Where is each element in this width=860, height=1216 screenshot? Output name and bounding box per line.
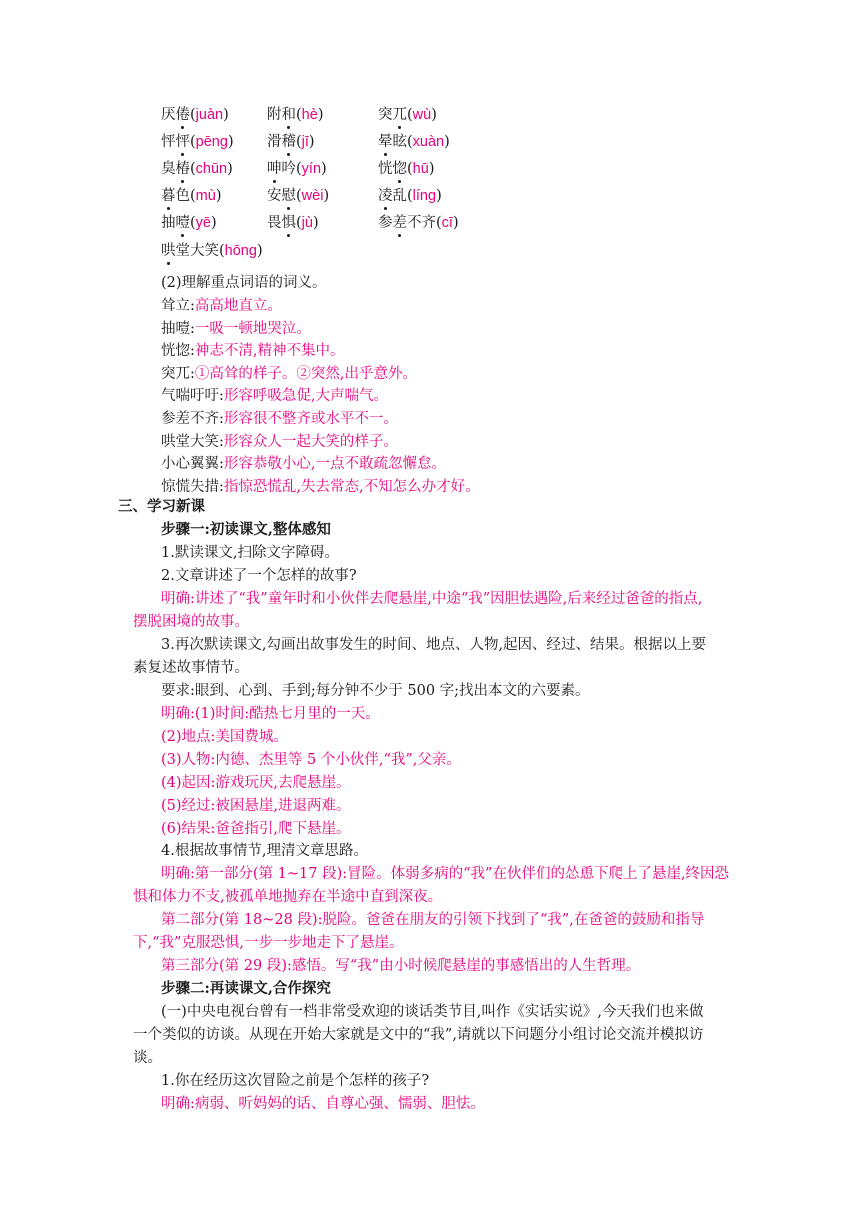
pinyin: yín bbox=[301, 161, 322, 177]
vocab-item: 凌乱(líng) bbox=[378, 185, 442, 207]
step-two-line-3: 谈。 bbox=[133, 1050, 162, 1066]
emphasis-dot-char: 倦 bbox=[176, 104, 191, 126]
part-3: 第三部分(第 29 段):感悟。写“我”由小时候爬悬崖的事感悟出的人生哲理。 bbox=[161, 958, 641, 974]
vocab-item: 滑稽(jī) bbox=[267, 131, 315, 153]
pinyin: hū bbox=[412, 161, 429, 177]
vocab-item: 臭椿(chūn) bbox=[161, 158, 233, 180]
pinyin: chūn bbox=[195, 161, 228, 177]
six-element-item: (6)结果:爸爸指引,爬下悬崖。 bbox=[161, 821, 351, 837]
vocab-item: 呻吟(yín) bbox=[267, 158, 327, 180]
emphasis-dot-char: 惚 bbox=[393, 158, 408, 180]
vocab-item: 突兀(wù) bbox=[378, 104, 437, 126]
interview-question-1: 1.你在经历这次冒险之前是个怎样的孩子? bbox=[161, 1073, 430, 1089]
emphasis-dot-char: 椿 bbox=[176, 158, 191, 180]
six-element-item: 明确:(1)时间:酷热七月里的一天。 bbox=[161, 706, 380, 722]
emphasis-dot-char: 和 bbox=[282, 104, 297, 126]
question-3-line-2: 素复述故事情节。 bbox=[133, 660, 249, 676]
six-element-item: (2)地点:美国费城。 bbox=[161, 729, 288, 745]
definition-item: 抽噎:一吸一顿地哭泣。 bbox=[161, 320, 311, 337]
emphasis-dot-char: 哄 bbox=[161, 240, 176, 262]
emphasis-dot-char: 怦 bbox=[176, 131, 191, 153]
vocab-item: 哄堂大笑(hōng) bbox=[161, 240, 263, 262]
vocab-item: 恍惚(hū) bbox=[378, 158, 434, 180]
six-element-item: (5)经过:被困悬崖,进退两难。 bbox=[161, 798, 351, 814]
pinyin: hōng bbox=[224, 243, 257, 259]
definition-item: 耸立:高高地直立。 bbox=[161, 298, 282, 314]
step-two-line-2: 一个类似的访谈。从现在开始大家就是文中的“我”,请就以下问题分小组讨论交流并模拟访 bbox=[133, 1027, 704, 1043]
pinyin: hè bbox=[301, 107, 318, 123]
emphasis-dot-char: 稽 bbox=[282, 131, 297, 153]
definition-item: 哄堂大笑:形容众人一起大笑的样子。 bbox=[161, 433, 398, 450]
pinyin: jī bbox=[301, 134, 309, 150]
pinyin: líng bbox=[412, 188, 437, 204]
step-one-heading: 步骤一:初读课文,整体感知 bbox=[161, 521, 331, 538]
six-element-item: (3)人物:内德、杰里等 5 个小伙伴,“我”,父亲。 bbox=[161, 752, 461, 768]
six-element-item: (4)起因:游戏玩厌,去爬悬崖。 bbox=[161, 775, 351, 791]
emphasis-dot-char: 差 bbox=[393, 212, 408, 234]
vocab-item: 厌倦(juàn) bbox=[161, 104, 229, 126]
question-3-line-1: 3.再次默读课文,勾画出故事发生的时间、地点、人物,起因、经过、结果。根据以上要 bbox=[161, 637, 707, 653]
vocab-item: 暮色(mù) bbox=[161, 185, 222, 207]
emphasis-dot-char: 晕 bbox=[378, 131, 393, 153]
question-2: 2.文章讲述了一个怎样的故事? bbox=[161, 568, 357, 584]
pinyin: wù bbox=[412, 107, 432, 123]
answer-2-line-2: 摆脱困境的故事。 bbox=[133, 614, 249, 630]
vocab-item: 安慰(wèi) bbox=[267, 185, 329, 207]
understand-heading: (2)理解重点词语的词义。 bbox=[161, 275, 327, 291]
emphasis-dot-char: 慰 bbox=[282, 185, 297, 207]
vocab-item: 附和(hè) bbox=[267, 104, 323, 126]
pinyin: xuàn bbox=[412, 134, 445, 150]
vocab-item: 怦怦(pēng) bbox=[161, 131, 234, 153]
emphasis-dot-char: 惧 bbox=[282, 212, 297, 234]
emphasis-dot-char: 兀 bbox=[393, 104, 408, 126]
definition-item: 恍惚:神志不清,精神不集中。 bbox=[161, 343, 345, 360]
question-4: 4.根据故事情节,理清文章思路。 bbox=[161, 843, 368, 859]
vocab-item: 抽噎(yē) bbox=[161, 212, 217, 234]
requirement: 要求:眼到、心到、手到;每分钟不少于 500 字;找出本文的六要素。 bbox=[161, 683, 590, 699]
emphasis-dot-char: 凌 bbox=[378, 185, 393, 207]
part-1-line-2: 惧和体力不支,被孤单地抛弃在半途中直到深夜。 bbox=[133, 889, 443, 905]
pinyin: cī bbox=[441, 215, 453, 231]
pinyin: yē bbox=[195, 215, 211, 231]
step-two-heading: 步骤二:再读课文,合作探究 bbox=[161, 980, 331, 997]
definition-item: 惊慌失措:指惊恐慌乱,失去常态,不知怎么办才好。 bbox=[161, 478, 480, 495]
emphasis-dot-char: 暮 bbox=[161, 185, 176, 207]
definition-item: 突兀:①高耸的样子。②突然,出乎意外。 bbox=[161, 365, 417, 382]
pinyin: juàn bbox=[195, 107, 224, 123]
part-2-line-1: 第二部分(第 18~28 段):脱险。爸爸在朋友的引领下找到了“我”,在爸爸的鼓励和指导 bbox=[161, 912, 705, 928]
interview-answer-1: 明确:病弱、听妈妈的话、自尊心强、懦弱、胆怯。 bbox=[161, 1096, 485, 1112]
question-1: 1.默读课文,扫除文字障碍。 bbox=[161, 545, 339, 561]
vocab-item: 畏惧(jù) bbox=[267, 212, 319, 234]
definition-item: 小心翼翼:形容恭敬小心,一点不敢疏忽懈怠。 bbox=[161, 456, 446, 473]
section-heading: 三、学习新课 bbox=[118, 498, 205, 515]
emphasis-dot-char: 呻 bbox=[267, 158, 282, 180]
vocab-item: 晕眩(xuàn) bbox=[378, 131, 450, 153]
emphasis-dot-char: 噎 bbox=[176, 212, 191, 234]
definition-item: 气喘吁吁:形容呼吸急促,大声喘气。 bbox=[161, 388, 388, 405]
pinyin: mù bbox=[195, 188, 216, 204]
vocab-item: 参差不齐(cī) bbox=[378, 212, 459, 234]
pinyin: wèi bbox=[301, 188, 324, 204]
part-1-line-1: 明确:第一部分(第 1~17 段):冒险。体弱多病的“我”在伙伴们的怂恿下爬上了悬崖,终因恐 bbox=[161, 866, 730, 882]
part-2-line-2: 下,“我”克服恐惧,一步一步地走下了悬崖。 bbox=[133, 935, 404, 951]
pinyin: jù bbox=[301, 215, 313, 231]
pinyin: pēng bbox=[195, 134, 228, 150]
step-two-line-1: (一)中央电视台曾有一档非常受欢迎的谈话类节目,叫作《实话实说》,今天我们也来做 bbox=[161, 1004, 704, 1020]
answer-2-line-1: 明确:讲述了“我”童年时和小伙伴去爬悬崖,中途“我”因胆怯遇险,后来经过爸爸的指点, bbox=[161, 591, 703, 607]
definition-item: 参差不齐:形容很不整齐或水平不一。 bbox=[161, 411, 398, 427]
